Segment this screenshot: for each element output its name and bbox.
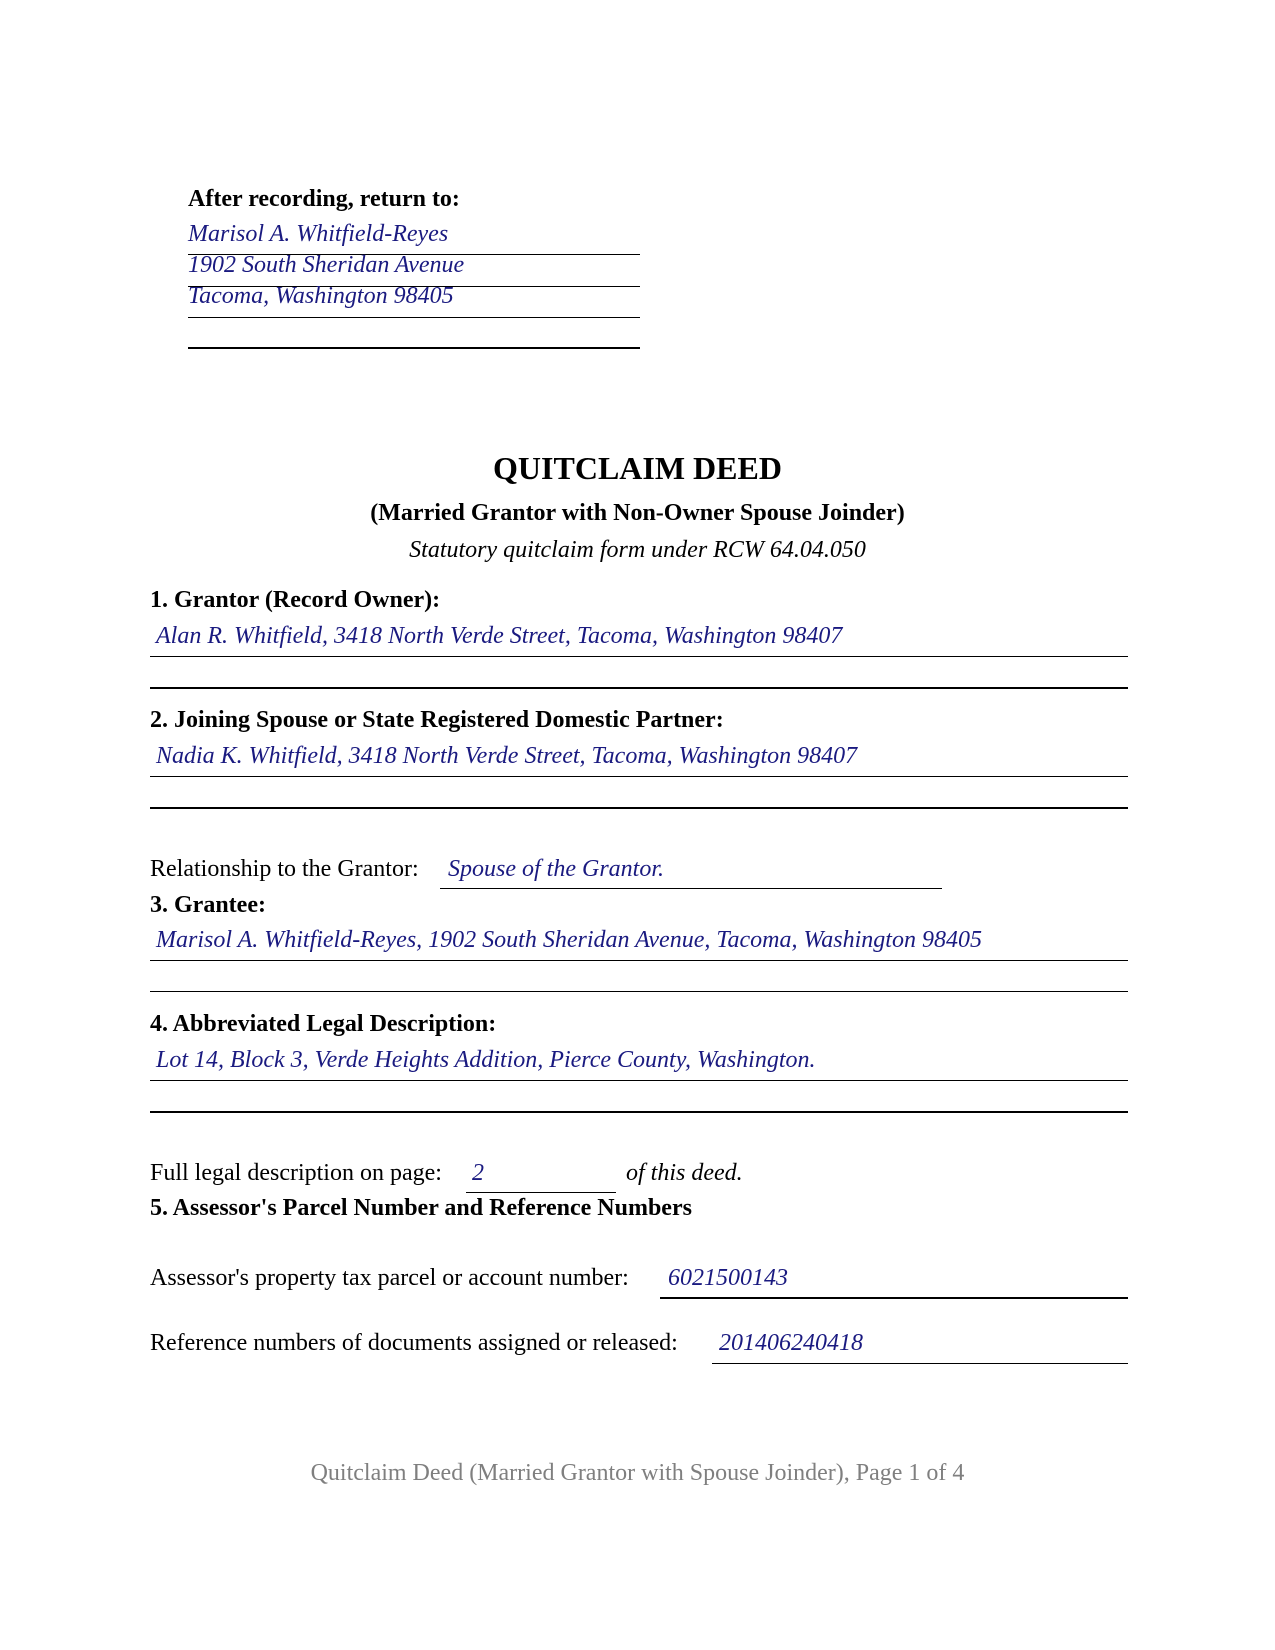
spouse-underline-1 bbox=[150, 776, 1128, 777]
grantee-underline-1 bbox=[150, 960, 1128, 961]
grantee-heading: 3. Grantee: bbox=[150, 892, 266, 918]
reference-numbers-underline bbox=[712, 1363, 1128, 1364]
statute-note: Statutory quitclaim form under RCW 64.04.050 bbox=[409, 537, 866, 563]
spouse-field[interactable]: Nadia K. Whitfield, 3418 North Verde Street, Tacoma, Washington 98407 bbox=[156, 743, 858, 769]
relationship-label: Relationship to the Grantor: bbox=[150, 856, 419, 882]
reference-numbers-field[interactable]: 201406240418 bbox=[719, 1330, 863, 1356]
parcel-heading: 5. Assessor's Parcel Number and Reference Numbers bbox=[150, 1195, 692, 1221]
page-title: QUITCLAIM DEED bbox=[493, 450, 782, 486]
page-footer: Quitclaim Deed (Married Grantor with Spouse Joinder), Page 1 of 4 bbox=[310, 1460, 965, 1486]
tax-parcel-underline bbox=[660, 1297, 1128, 1299]
full-legal-page-label: Full legal description on page: bbox=[150, 1160, 442, 1186]
grantor-underline-2 bbox=[150, 687, 1128, 689]
relationship-field[interactable]: Spouse of the Grantor. bbox=[448, 856, 664, 882]
spouse-heading: 2. Joining Spouse or State Registered Domestic Partner: bbox=[150, 707, 724, 733]
legal-description-heading: 4. Abbreviated Legal Description: bbox=[150, 1011, 497, 1037]
page-subtitle: (Married Grantor with Non-Owner Spouse Joinder) bbox=[370, 500, 905, 526]
tax-parcel-label: Assessor's property tax parcel or account number: bbox=[150, 1265, 629, 1291]
grantor-heading: 1. Grantor (Record Owner): bbox=[150, 587, 441, 613]
full-legal-page-field[interactable]: 2 bbox=[472, 1160, 484, 1186]
relationship-underline bbox=[440, 888, 942, 889]
spouse-underline-2 bbox=[150, 807, 1128, 809]
grantee-underline-2 bbox=[150, 991, 1128, 992]
return-to-underline-3 bbox=[188, 317, 640, 318]
grantee-field[interactable]: Marisol A. Whitfield-Reyes, 1902 South Sheridan Avenue, Tacoma, Washington 98405 bbox=[156, 927, 982, 953]
legal-description-underline-1 bbox=[150, 1080, 1128, 1081]
return-to-name[interactable]: Marisol A. Whitfield-Reyes bbox=[188, 221, 449, 247]
return-to-underline-4 bbox=[188, 347, 640, 349]
grantor-field[interactable]: Alan R. Whitfield, 3418 North Verde Street, Tacoma, Washington 98407 bbox=[156, 623, 843, 649]
return-to-label: After recording, return to: bbox=[188, 186, 460, 212]
legal-description-underline-2 bbox=[150, 1111, 1128, 1113]
reference-numbers-label: Reference numbers of documents assigned or released: bbox=[150, 1330, 678, 1356]
return-to-city[interactable]: Tacoma, Washington 98405 bbox=[188, 283, 454, 309]
full-legal-page-underline bbox=[466, 1192, 616, 1193]
grantor-underline-1 bbox=[150, 656, 1128, 657]
tax-parcel-field[interactable]: 6021500143 bbox=[668, 1265, 788, 1291]
full-legal-page-suffix: of this deed. bbox=[626, 1160, 743, 1186]
legal-description-field[interactable]: Lot 14, Block 3, Verde Heights Addition, Pierce County, Washington. bbox=[156, 1047, 816, 1073]
return-to-street[interactable]: 1902 South Sheridan Avenue bbox=[188, 252, 465, 278]
